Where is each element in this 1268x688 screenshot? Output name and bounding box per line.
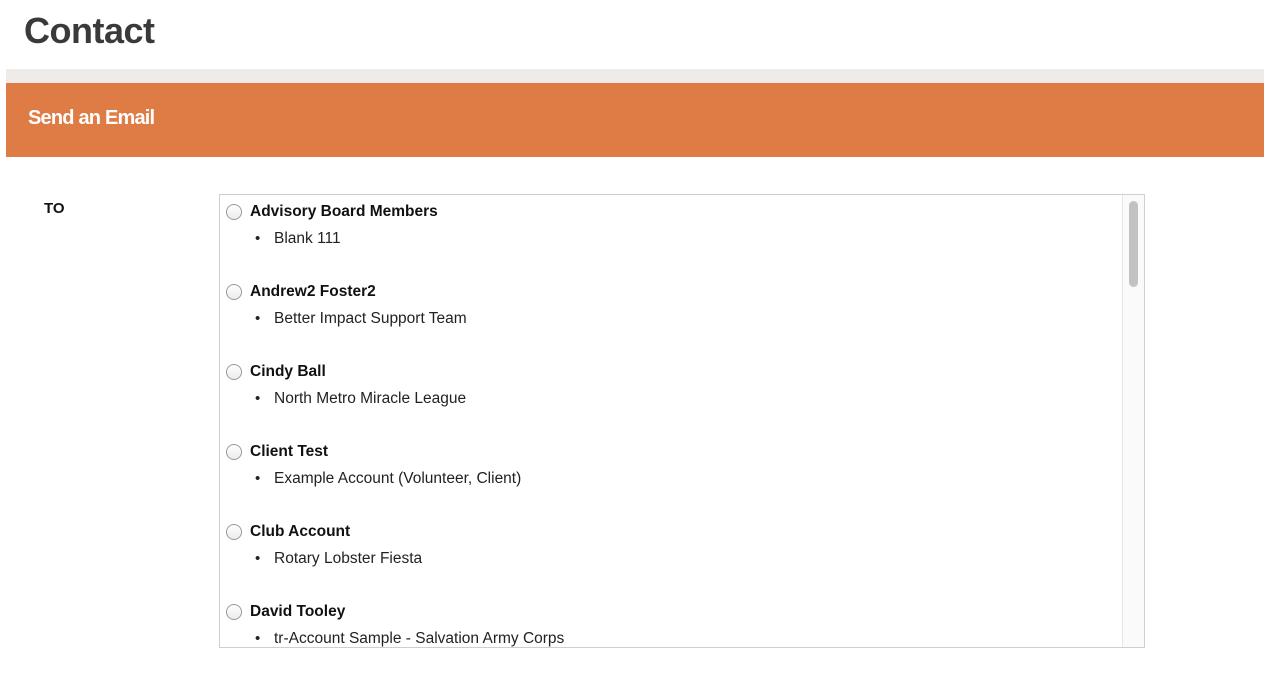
bullet-icon: •: [255, 630, 261, 647]
bullet-icon: •: [255, 550, 261, 567]
bullet-icon: •: [255, 310, 261, 327]
recipient-listbox[interactable]: [219, 194, 1145, 648]
recipient-org: [255, 390, 467, 408]
recipient-radio[interactable]: [226, 284, 242, 300]
send-email-panel-header: [6, 83, 1264, 157]
recipient-name[interactable]: Advisory Board Members: [250, 203, 438, 220]
recipient-name[interactable]: Cindy Ball: [250, 363, 326, 380]
recipient-name[interactable]: David Tooley: [250, 603, 346, 620]
recipient-item: [220, 275, 1122, 355]
recipient-org-label: North Metro Miracle League: [274, 390, 467, 407]
recipient-org-label: Rotary Lobster Fiesta: [274, 550, 423, 567]
recipient-radio[interactable]: [226, 204, 242, 220]
to-label: TO: [44, 200, 65, 217]
recipient-org-label: tr-Account Sample - Salvation Army Corps: [274, 630, 565, 647]
vertical-scrollbar[interactable]: [1122, 195, 1144, 647]
recipient-name[interactable]: Client Test: [250, 443, 329, 460]
scrollbar-thumb[interactable]: [1129, 201, 1138, 287]
recipient-org: [255, 550, 423, 568]
recipient-name[interactable]: Andrew2 Foster2: [250, 283, 376, 300]
recipient-org: [255, 630, 565, 648]
recipient-org-label: Example Account (Volunteer, Client): [274, 470, 522, 487]
page-title: Contact: [24, 10, 155, 51]
recipient-radio[interactable]: [226, 524, 242, 540]
recipient-radio[interactable]: [226, 604, 242, 620]
top-divider-strip: [6, 69, 1264, 83]
bullet-icon: •: [255, 390, 261, 407]
recipient-name[interactable]: Club Account: [250, 523, 351, 540]
recipient-item: [220, 355, 1122, 435]
recipient-list: [220, 195, 1122, 648]
recipient-item: [220, 515, 1122, 595]
recipient-item: [220, 195, 1122, 275]
recipient-radio[interactable]: [226, 444, 242, 460]
recipient-org-label: Blank 111: [274, 230, 341, 247]
recipient-org: [255, 230, 341, 248]
recipient-org: [255, 470, 522, 488]
recipient-radio[interactable]: [226, 364, 242, 380]
recipient-org: [255, 310, 467, 328]
bullet-icon: •: [255, 470, 261, 487]
recipient-org-label: Better Impact Support Team: [274, 310, 467, 327]
recipient-item: [220, 435, 1122, 515]
bullet-icon: •: [255, 230, 261, 247]
recipient-item: [220, 595, 1122, 648]
panel-title: Send an Email: [28, 107, 155, 129]
